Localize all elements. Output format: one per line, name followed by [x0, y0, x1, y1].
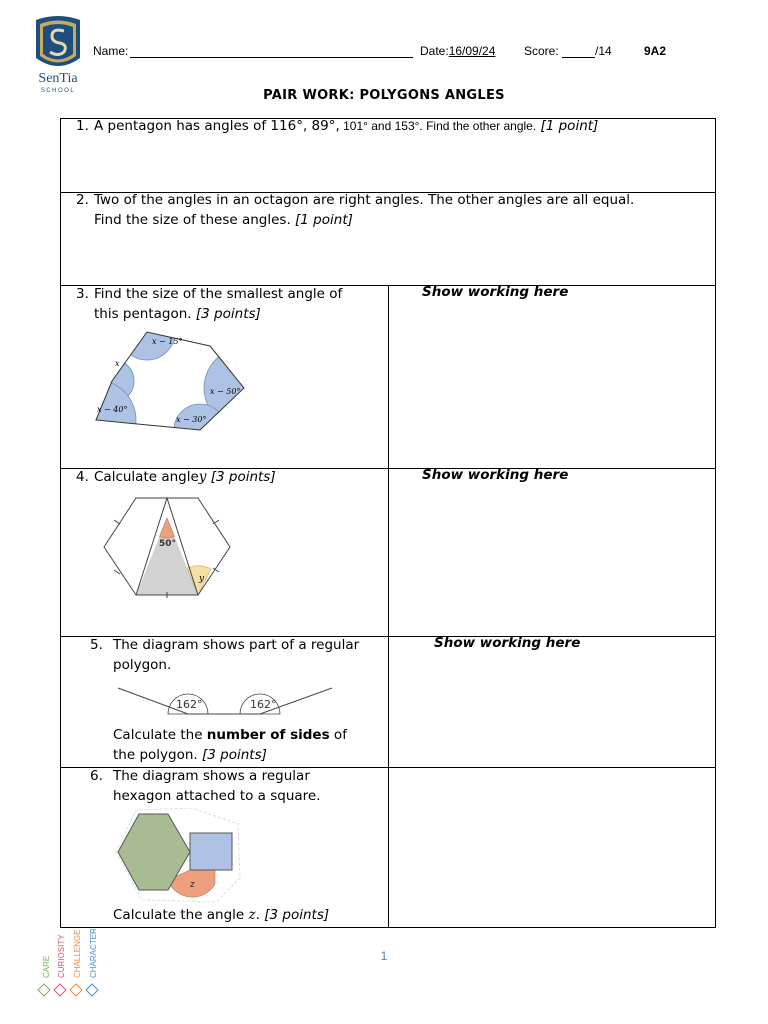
question-text: Calculate the angle — [113, 907, 249, 923]
score-field[interactable] — [524, 44, 612, 58]
question-number: 2. — [76, 192, 89, 208]
working-area-5[interactable] — [390, 658, 714, 765]
angle-label: x − 30° — [176, 415, 207, 424]
angle-label: x − 50° — [210, 387, 241, 396]
question-3 — [76, 284, 386, 328]
working-area-6[interactable] — [390, 769, 714, 926]
points: [3 points] — [202, 747, 267, 763]
question-6 — [90, 766, 386, 810]
value-word: CHARACTER — [89, 928, 98, 978]
question-text-cont: of — [329, 727, 347, 743]
working-area-3[interactable] — [390, 306, 714, 466]
answer-area-2[interactable] — [62, 236, 714, 284]
angle-label: x − 40° — [97, 405, 128, 414]
value-word: CHALLENGE — [73, 929, 82, 978]
score-label: Score: — [524, 44, 559, 58]
hexagon-triangle-diagram — [100, 492, 236, 600]
page-number: 1 — [380, 949, 388, 963]
show-working-label: Show working here — [422, 467, 569, 483]
variable: z — [248, 907, 256, 923]
points: [3 points] — [264, 907, 330, 923]
date-value: 16/09/24 — [448, 44, 496, 58]
score-blank[interactable] — [562, 45, 595, 58]
points: [3 points] — [210, 469, 276, 485]
question-text-cont: . — [255, 907, 260, 923]
name-blank[interactable] — [130, 45, 413, 58]
polygon-part-diagram — [112, 680, 338, 720]
question-text: A pentagon has angles of 116°, 89°, — [94, 118, 340, 134]
points: [1 point] — [540, 118, 599, 134]
question-text-cont: Find the size of these angles. — [94, 212, 291, 228]
angle-label: 162° — [250, 698, 277, 711]
answer-area-1[interactable] — [62, 140, 714, 190]
hexagon-square-diagram — [112, 808, 242, 904]
date-field — [420, 44, 495, 58]
variable: y — [198, 469, 207, 485]
school-values-logo — [34, 926, 106, 1002]
question-number: 3. — [76, 286, 89, 302]
question-6-calc — [113, 905, 385, 925]
working-area-4[interactable] — [390, 490, 714, 634]
question-1 — [76, 116, 706, 136]
points: [3 points] — [195, 306, 261, 322]
variable-label: y — [199, 574, 205, 584]
question-text: The diagram shows a regular — [113, 768, 310, 784]
question-text: The diagram shows part of a regular — [113, 637, 360, 653]
question-5-calc — [113, 725, 385, 769]
question-text: Two of the angles in an octagon are right angles. The other angles are all equal. — [94, 192, 635, 208]
question-text: Find the size of the smallest angle of — [94, 286, 343, 302]
question-number: 1. — [76, 118, 89, 134]
question-text-cont: hexagon attached to a square. — [113, 788, 321, 804]
name-field[interactable] — [93, 44, 413, 58]
school-subtitle: SCHOOL — [40, 88, 76, 94]
show-working-label: Show working here — [422, 284, 569, 300]
column-divider — [388, 285, 389, 928]
question-text-cont: polygon. — [113, 657, 172, 673]
school-logo — [28, 14, 88, 96]
variable-label: z — [190, 880, 195, 890]
angle-label: 162° — [176, 698, 203, 711]
page-title: PAIR WORK: POLYGONS ANGLES — [263, 88, 505, 103]
name-label: Name: — [93, 44, 129, 58]
emphasis-text: number of sides — [206, 727, 330, 743]
question-2 — [76, 190, 706, 234]
question-number: 4. — [76, 469, 89, 485]
class-code: 9A2 — [644, 44, 667, 58]
date-label: Date: — [420, 44, 449, 58]
question-number: 6. — [90, 768, 103, 784]
question-4 — [76, 467, 386, 489]
question-text-cont: the polygon. — [113, 747, 198, 763]
question-number: 5. — [90, 637, 103, 653]
angle-label: 50° — [159, 539, 177, 549]
angle-label: x − 15° — [152, 337, 183, 346]
score-total: /14 — [595, 44, 612, 58]
angle-label: x — [115, 359, 120, 368]
points: [1 point] — [295, 212, 353, 228]
value-word: CARE — [42, 955, 51, 978]
show-working-label: Show working here — [434, 635, 581, 651]
question-text-cont: this pentagon. — [94, 306, 192, 322]
question-text: Calculate the — [113, 727, 207, 743]
value-word: CURIOSITY — [57, 934, 66, 978]
question-text-cont: 101° and 153°. Find the other angle. — [339, 119, 537, 133]
pentagon-diagram — [92, 326, 252, 436]
question-5 — [90, 635, 386, 679]
school-name: SenTia — [38, 71, 78, 86]
question-text: Calculate angle — [94, 469, 199, 485]
